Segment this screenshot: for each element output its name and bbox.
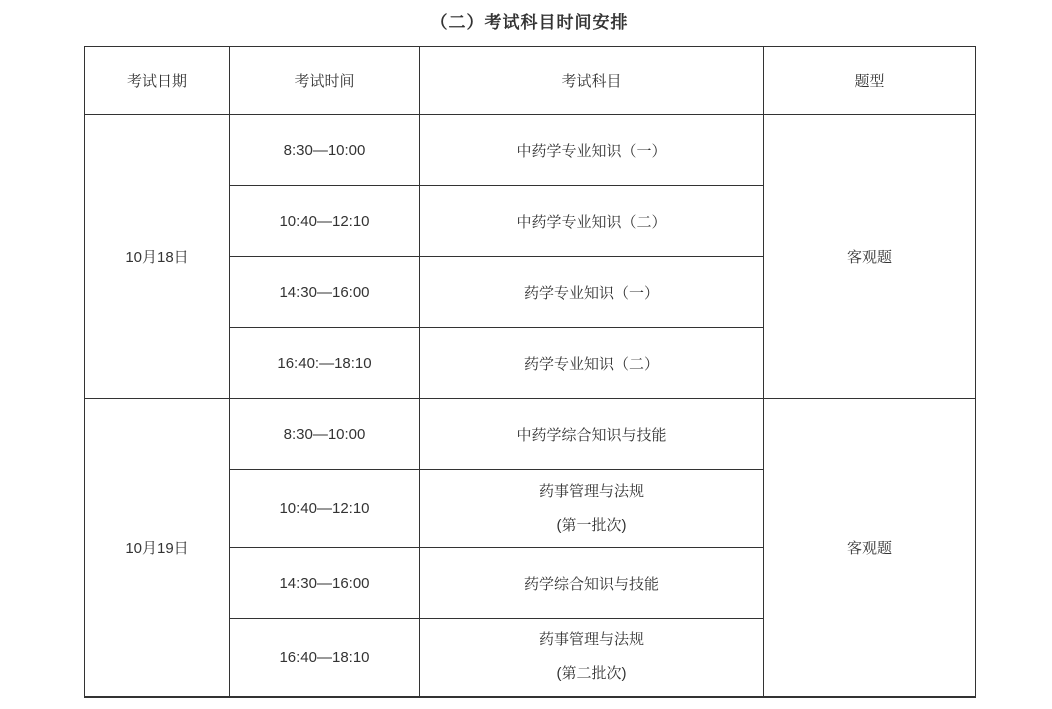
header-exam-subject: 考试科目: [420, 47, 764, 115]
exam-subject-cell: [420, 470, 764, 548]
subject-batch-note: (第一批次): [556, 516, 627, 534]
table-row: [85, 399, 976, 470]
table-row: [85, 115, 976, 186]
exam-subject-cell: [420, 619, 764, 697]
exam-date-cell: 10月18日: [85, 115, 230, 399]
exam-time-cell: 14:30—16:00: [230, 257, 420, 328]
exam-time-cell: 8:30—10:00: [230, 399, 420, 470]
exam-time-cell: 10:40—12:10: [230, 186, 420, 257]
exam-date-cell: 10月19日: [85, 399, 230, 697]
question-type-cell: 客观题: [764, 399, 976, 697]
exam-time-cell: 8:30—10:00: [230, 115, 420, 186]
page-title: （二）考试科目时间安排: [430, 13, 629, 32]
question-type-cell: 客观题: [764, 115, 976, 399]
exam-subject-cell: 药学综合知识与技能: [420, 548, 764, 619]
exam-subject-cell: 中药学专业知识（一）: [420, 115, 764, 186]
header-question-type: 题型: [764, 47, 976, 115]
header-exam-time: 考试时间: [230, 47, 420, 115]
subject-batch-note: (第二批次): [556, 665, 627, 683]
exam-subject-cell: 中药学综合知识与技能: [420, 399, 764, 470]
subject-name: 药事管理与法规: [538, 482, 644, 500]
exam-time-cell: 10:40—12:10: [230, 470, 420, 548]
exam-subject-cell: 中药学专业知识（二）: [420, 186, 764, 257]
exam-time-cell: 14:30—16:00: [230, 548, 420, 619]
exam-subject-cell: 药学专业知识（一）: [420, 257, 764, 328]
exam-time-cell: 16:40—18:10: [230, 619, 420, 697]
header-exam-date: 考试日期: [85, 47, 230, 115]
table-header-row: [85, 47, 976, 115]
exam-subject-cell: 药学专业知识（二）: [420, 328, 764, 399]
exam-time-cell: 16:40:—18:10: [230, 328, 420, 399]
subject-name: 药事管理与法规: [538, 631, 644, 649]
exam-schedule-table: [84, 46, 976, 698]
